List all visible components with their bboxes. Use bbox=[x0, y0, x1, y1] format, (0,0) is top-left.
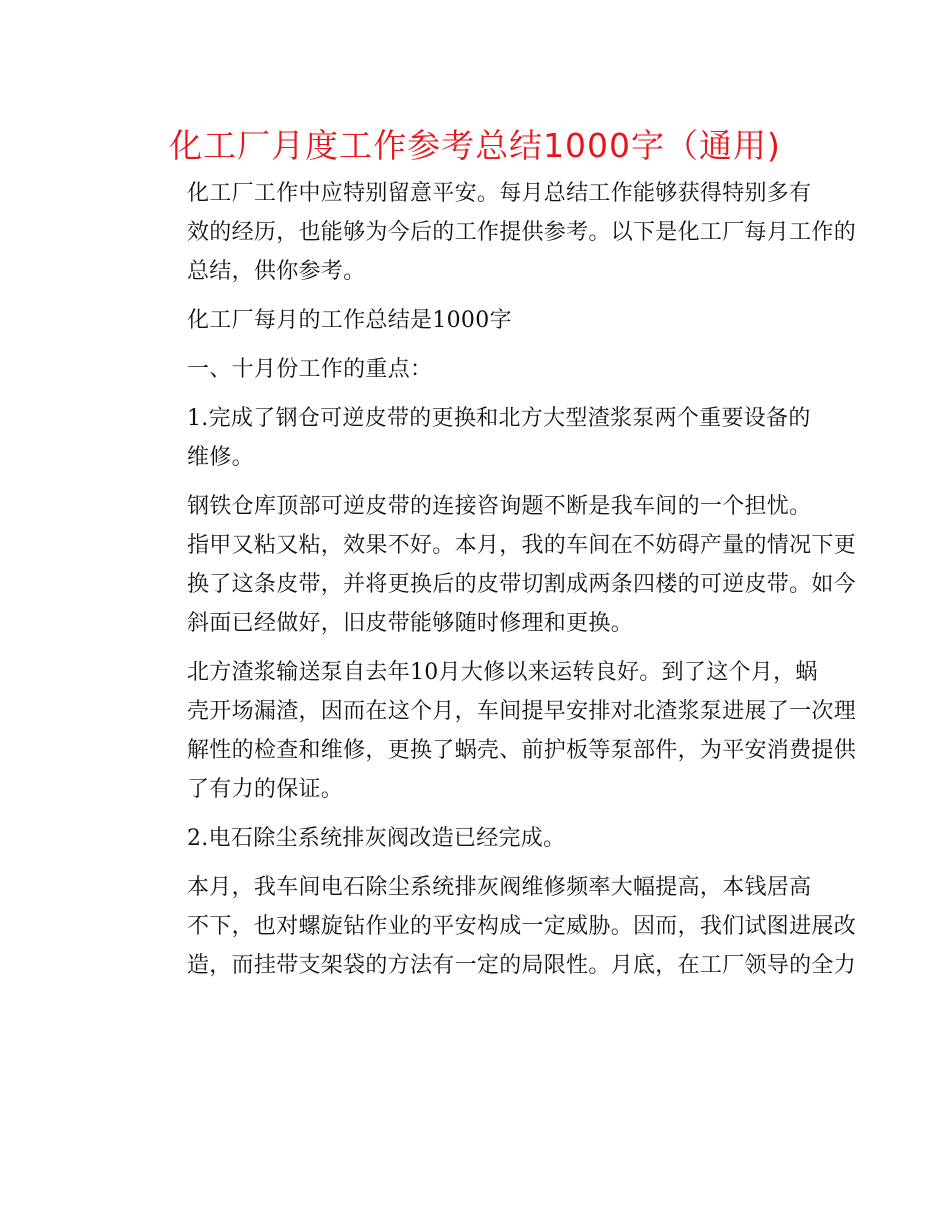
text-line: 了有力的保证。 bbox=[187, 777, 344, 802]
document-body bbox=[143, 174, 857, 995]
text-line: 总结，供你参考。 bbox=[187, 259, 366, 284]
text-line: 化工厂每月的工作总结是1000字 bbox=[187, 308, 512, 333]
text-line: 北方渣浆输送泵自去年10月大修以来运转良好。到了这个月，蜗 bbox=[187, 660, 818, 685]
list-item-2 bbox=[143, 819, 811, 858]
text-line: 本月，我车间电石除尘系统排灰阀维修频率大幅提高，本钱居高 bbox=[187, 875, 812, 900]
paragraph-intro bbox=[143, 174, 857, 291]
paragraph-pump bbox=[143, 653, 857, 809]
section-heading bbox=[143, 350, 811, 389]
text-line: 维修。 bbox=[187, 445, 254, 470]
paragraph-subtitle bbox=[143, 301, 811, 340]
paragraph-belt bbox=[143, 487, 857, 643]
text-line: 换了这条皮带，并将更换后的皮带切割成两条四楼的可逆皮带。如今 bbox=[187, 572, 857, 597]
text-line: 指甲又粘又粘，效果不好。本月，我的车间在不妨碍产量的情况下更 bbox=[187, 533, 857, 558]
text-line: 2.电石除尘系统排灰阀改造已经完成。 bbox=[187, 826, 566, 851]
text-line: 钢铁仓库顶部可逆皮带的连接咨询题不断是我车间的一个担忧。 bbox=[187, 494, 812, 519]
list-item-1 bbox=[143, 399, 811, 477]
text-line: 1.完成了钢仓可逆皮带的更换和北方大型渣浆泵两个重要设备的 bbox=[187, 406, 811, 431]
text-line: 化工厂工作中应特别留意平安。每月总结工作能够获得特别多有 bbox=[187, 181, 812, 206]
text-line: 一、十月份工作的重点： bbox=[187, 357, 433, 382]
paragraph-dust bbox=[143, 868, 857, 985]
text-line: 斜面已经做好，旧皮带能够随时修理和更换。 bbox=[187, 611, 634, 636]
text-line: 壳开场漏渣，因而在这个月，车间提早安排对北渣浆泵进展了一次理 bbox=[187, 699, 857, 724]
text-line: 不下，也对螺旋钻作业的平安构成一定威胁。因而，我们试图进展改 bbox=[187, 914, 857, 939]
text-line: 效的经历，也能够为今后的工作提供参考。以下是化工厂每月工作的 bbox=[187, 220, 857, 245]
document-title: 化工厂月度工作参考总结1000字（通用) bbox=[169, 126, 781, 165]
text-line: 造，而挂带支架袋的方法有一定的局限性。月底，在工厂领导的全力 bbox=[187, 953, 857, 978]
text-line: 解性的检查和维修，更换了蜗壳、前护板等泵部件，为平安消费提供 bbox=[187, 738, 857, 763]
